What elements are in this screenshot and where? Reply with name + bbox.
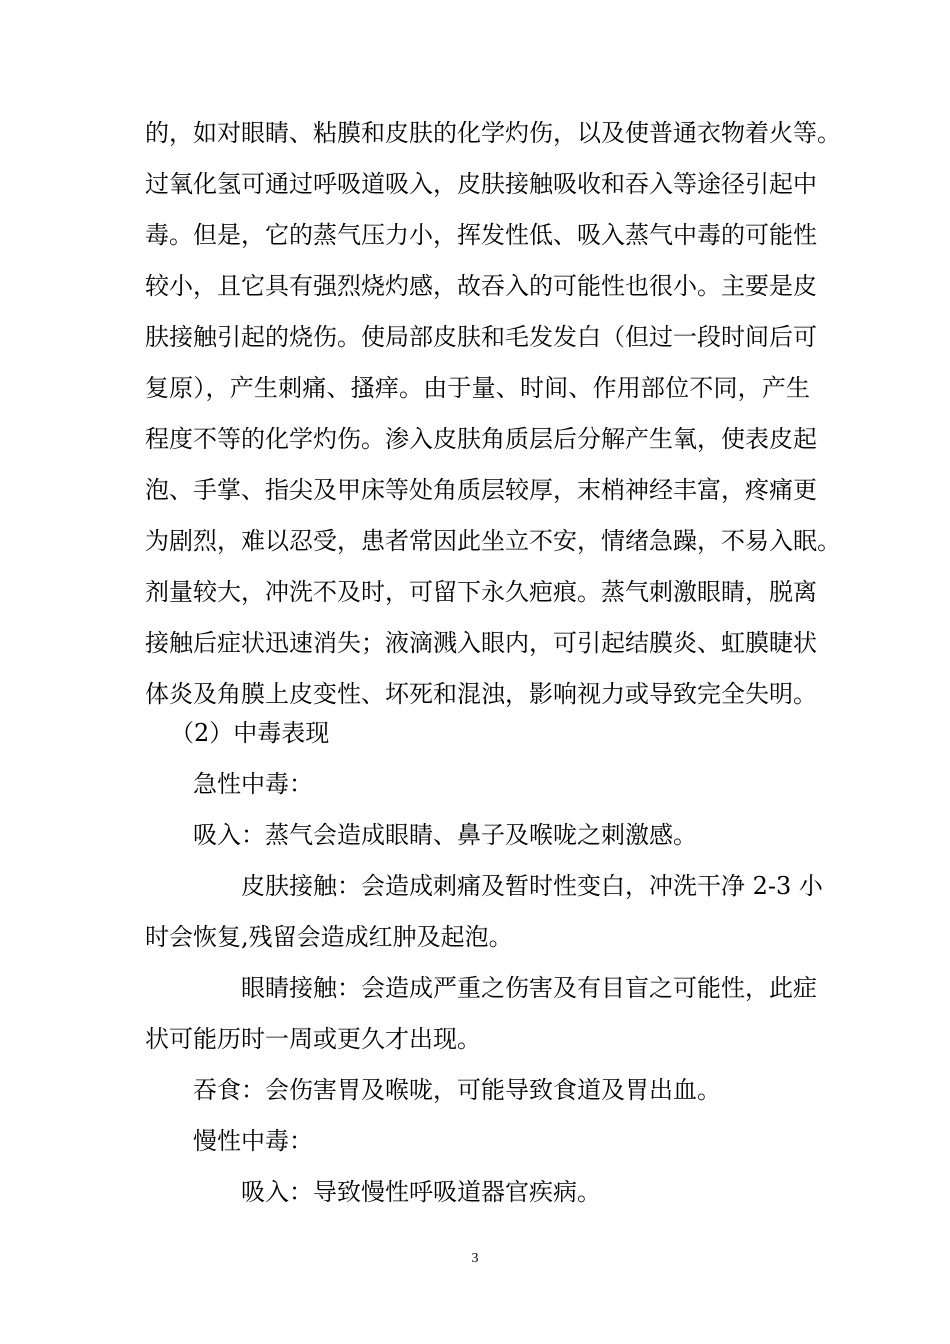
- body-text-line: 皮肤接触：会造成刺痛及暂时性变白，冲洗干净 2-3 小: [241, 872, 823, 900]
- body-text-line: 泡、手掌、指尖及甲床等处角质层较厚，末梢神经丰富，疼痛更: [145, 476, 817, 504]
- subsection-heading: 急性中毒：: [193, 770, 313, 798]
- body-text-line: 为剧烈，难以忍受，患者常因此坐立不安，情绪急躁，不易入眠。: [145, 527, 841, 555]
- body-text-line: 时会恢复,残留会造成红肿及起泡。: [145, 923, 513, 951]
- body-text-line: 剂量较大，冲洗不及时，可留下永久疤痕。蒸气刺激眼睛，脱离: [145, 578, 817, 606]
- section-heading: （2）中毒表现: [170, 719, 330, 747]
- body-text-line: 吸入：蒸气会造成眼睛、鼻子及喉咙之刺激感。: [193, 821, 697, 849]
- page-number: 3: [471, 1251, 479, 1266]
- body-text-line: 吸入：导致慢性呼吸道器官疾病。: [241, 1178, 601, 1206]
- body-text-line: 复原），产生刺痛、搔痒。由于量、时间、作用部位不同，产生: [145, 374, 810, 402]
- body-text-line: 肤接触引起的烧伤。使局部皮肤和毛发发白（但过一段时间后可: [145, 323, 817, 351]
- body-text-line: 吞食：会伤害胃及喉咙，可能导致食道及胃出血。: [193, 1076, 721, 1104]
- body-text-line: 程度不等的化学灼伤。渗入皮肤角质层后分解产生氧，使表皮起: [145, 425, 817, 453]
- body-text-line: 接触后症状迅速消失；液滴溅入眼内，可引起结膜炎、虹膜睫状: [145, 629, 817, 657]
- body-text-line: 的，如对眼睛、粘膜和皮肤的化学灼伤，以及使普通衣物着火等。: [145, 119, 841, 147]
- body-text-line: 眼睛接触：会造成严重之伤害及有目盲之可能性，此症: [241, 974, 817, 1002]
- body-text-line: 毒。但是，它的蒸气压力小，挥发性低、吸入蒸气中毒的可能性: [145, 221, 817, 249]
- body-text-line: 状可能历时一周或更久才出现。: [145, 1025, 481, 1053]
- subsection-heading: 慢性中毒：: [193, 1127, 313, 1155]
- body-text-line: 较小，且它具有强烈烧灼感，故吞入的可能性也很小。主要是皮: [145, 272, 817, 300]
- body-text-line: 体炎及角膜上皮变性、坏死和混浊，影响视力或导致完全失明。: [145, 680, 817, 708]
- body-text-line: 过氧化氢可通过呼吸道吸入，皮肤接触吸收和吞入等途径引起中: [145, 170, 817, 198]
